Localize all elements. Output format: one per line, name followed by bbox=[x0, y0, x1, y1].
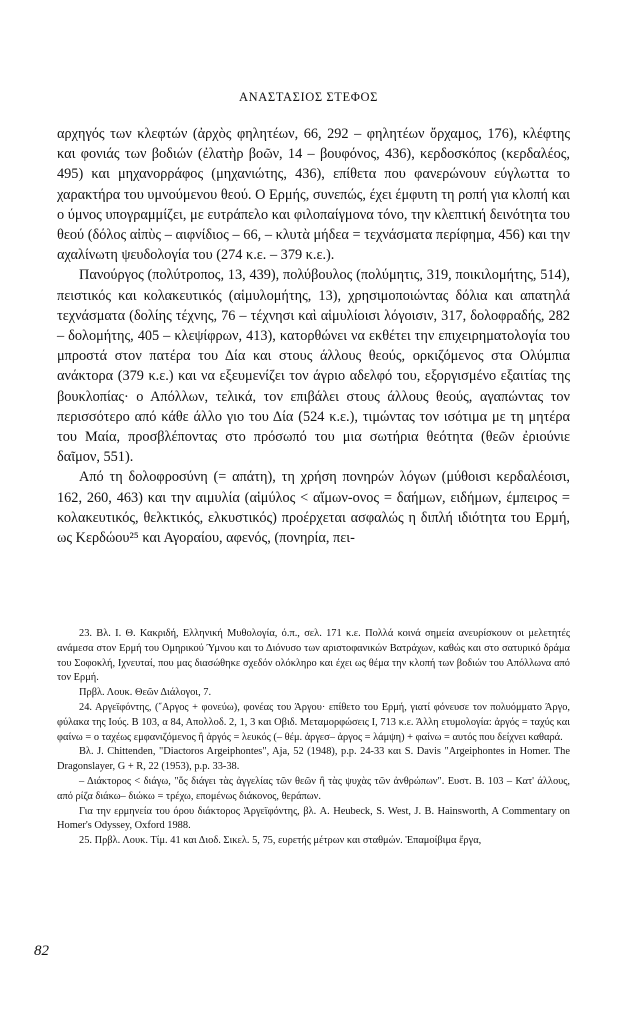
footnote-24-ref-1: Βλ. J. Chittenden, "Diactoros Argeiphontes", Aja, 52 (1948), p.p. 24-33 και S. Davis "Argeiphontes in Homer. The Dragonslayer, G + R, 22 (1953), p.p. 33-38. bbox=[57, 746, 570, 773]
footnote-25: 25. Πρβλ. Λουκ. Τίμ. 41 και Διοδ. Σικελ. 5, 75, ευρετής μέτρων και σταθμών. Ἐπαμοίβιμα ἔργα, bbox=[79, 835, 482, 847]
page-number: 82 bbox=[34, 943, 49, 959]
paragraph-1: αρχηγός των κλεφτών (ἀρχὸς φηλητέων, 66, 292 – φηλητέων ὄρχαμος, 176), κλέφτης και φονιάς των βοδιών (ἐλατὴρ βοῶν, 14 – βουφόνος, 436), κερδοσκόπος (κερδαλέος, 495) και μηχανορράφος (μηχανιώτης, 436), επίθετα που φανερώνουν εύγλωττα το χαρακτήρα του υμνούμενου θεού. Ο Ερμής, συνεπώς, έχει έμφυτη τη ροπή για κλοπή και ο ύμνος υπογραμμίζει, με ευτράπελο και φιλοπαίγμονα τόνο, την κλεπτική δεινότητα του θεού (δόλος αἰπὺς – αιφνίδιος – 66, – κλυτὰ μήδεα = τεχνάσματα περίφημα, 456) και την αχαλίνωτη ψευδολογία του (274 κ.ε. – 379 κ.ε.). bbox=[57, 126, 570, 264]
running-title: ΑΝΑΣΤΑΣΙΟΣ ΣΤΕΦΟΣ bbox=[238, 90, 379, 104]
footnote-24-ref-2: – Διάκτορος < διάγω, "ὅς διάγει τὰς ἀγγελίας τῶν θεῶν ἢ τὰς ψυχὰς τῶν ἀνθρώπων". Ευστ. Β. 103 – Κατ' άλλους, από ρίζα διάκω– διώκω = τρέχω, επομένως διάκονος, θεράπων. bbox=[57, 775, 570, 802]
paragraph-3: Από τη δολοφροσύνη (= απάτη), τη χρήση πονηρών λόγων (μύθοισι κερδαλέοισι, 162, 260, 463) και την αιμυλία (αἱμύλος < αἵμων-ονος = δαήμων, ειδήμων, έμπειρος = κολακευτικός, θελκτικός, ελκυστικός) προέρχεται ασφαλώς η διπλή ιδιότητα του Ερμή, ως Κερδώου²⁵ και Αγοραίου, αφενός, (πονηρία, πει- bbox=[57, 469, 570, 547]
footnotes bbox=[57, 627, 570, 849]
footnote-23: 23. Βλ. Ι. Θ. Κακριδή, Ελληνική Μυθολογία, ό.π., σελ. 171 κ.ε. Πολλά κοινά σημεία ανευρίσκουν οι μελετητές ανάμεσα στον Ερμή του Ομηρικού Ύμνου και το Διόνυσο των αριστοφανικών Βατράχων, καθώς και στο σατυρικό δράμα του Σοφοκλή, Ιχνευταί, που μας διασώθηκε σχεδόν ολόκληρο και έχει ως θέμα την κλοπή των βοδιών του Απόλλωνα από τον Ερμή. bbox=[57, 628, 570, 684]
paragraph-2: Πανούργος (πολύτροπος, 13, 439), πολύβουλος (πολύμητις, 319, ποικιλομήτης, 514), πειστικός και κολακευτικός (αἱμυλομήτης, 13), χρησιμοποιώντας δόλια και απατηλά τεχνάσματα (δολίης τέχνης, 76 – τέχνησι καὶ αἱμυλίοισι λόγοισιν, 317, δολοφραδής, 282 – δολομήτης, 405 – κλεψίφρων, 413), κατορθώνει να εκθέτει την επιχειρηματολογία του μπροστά στον πατέρα του Δία και στους άλλους θεούς, ορκιζόμενος στα Ολύμπια ανάκτορα (379 κ.ε.) και να εξευμενίζει τον άγριο αδελφό του, εξοργισμένο εξαιτίας της βουκλοπίας· ο Απόλλων, τελικά, τον επιβάλει στους άλλους θεούς, αγαπώντας τον περισσότερο από κάθε άλλο γιο του Δία (524 κ.ε.), τιμώντας τον ισότιμα με τη μητέρα του Μαία, προσβλέποντας στο πρόσωπό του μια σωτήρια θεότητα (θεῶν ἐριούνιε δαῖμον, 551). bbox=[57, 267, 570, 466]
footnote-24-ref-3: Για την ερμηνεία του όρου διάκτορος Ἀργεϊφόντης, βλ. A. Heubeck, S. West, J. B. Hainsworth, A Commentary on Homer's Odyssey, Oxford 1988. bbox=[57, 805, 570, 832]
footnote-23-cont: Πρβλ. Λουκ. Θεῶν Διάλογοι, 7. bbox=[79, 687, 212, 699]
footnote-24: 24. Αργεϊφόντης, (῎Αργος + φονεύω), φονέας του Άργου· επίθετο του Ερμή, γιατί φόνευσε τον πολυόμματο Άργο, φύλακα της Ιούς. Β 103, α 84, Απολλοδ. 2, 1, 3 και Οβιδ. Μεταμορφώσεις Ι, 713 κ.ε. Άλλη ετυμολογία: ἀργός = ταχύς και φαίνω = ο ταχέως εμφανιζόμενος ἢ ἀργός = λευκός (– θέμ. ἀργεσ– ἀργος = λάμψη) + φαίνω = αυτός που δείχνει καθαρά. bbox=[57, 701, 570, 743]
main-text bbox=[57, 124, 570, 548]
